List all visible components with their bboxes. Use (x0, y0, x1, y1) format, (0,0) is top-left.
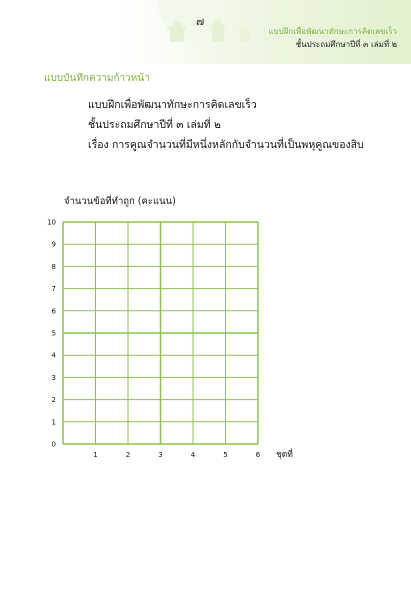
y-tick-label: 10 (47, 218, 56, 227)
info-line-topic: เรื่อง การคูณจำนวนที่มีหนึ่งหลักกับจำนวนที่เป็นพหุคูณของสิบ (88, 139, 364, 151)
y-tick-label: 8 (51, 262, 56, 271)
y-tick-label: 3 (51, 373, 56, 382)
chart-y-axis-label: จำนวนข้อที่ทำถูก (คะแนน) (64, 196, 176, 207)
y-tick-label: 0 (51, 440, 56, 449)
x-tick-label: 3 (158, 451, 163, 459)
section-title: แบบบันทึกความก้าวหน้า (44, 73, 150, 84)
x-tick-label: 1 (93, 451, 98, 459)
header-subtitle: ชั้นประถมศึกษาปีที่ ๓ เล่มที่ ๒ (295, 40, 397, 49)
y-tick-label: 7 (51, 285, 56, 294)
header-title: แบบฝึกเพื่อพัฒนาทักษะการคิดเลขเร็ว (268, 27, 397, 36)
x-tick-label: 5 (223, 451, 228, 459)
y-tick-label: 9 (51, 240, 56, 249)
x-tick-label: 4 (190, 451, 196, 459)
y-tick-label: 4 (51, 351, 56, 360)
x-tick-label: 2 (125, 451, 131, 459)
page-number: ๗ (196, 15, 205, 28)
info-line-title: แบบฝึกเพื่อพัฒนาทักษะการคิดเลขเร็ว (88, 99, 257, 111)
y-tick-label: 6 (51, 307, 56, 316)
chart-x-axis-label: ชุดที่ (276, 450, 293, 460)
x-tick-label: 6 (255, 451, 261, 459)
y-tick-label: 5 (51, 329, 56, 338)
y-tick-label: 2 (51, 396, 56, 405)
info-line-grade: ชั้นประถมศึกษาปีที่ ๓ เล่มที่ ๒ (88, 119, 221, 131)
y-tick-label: 1 (51, 418, 56, 427)
